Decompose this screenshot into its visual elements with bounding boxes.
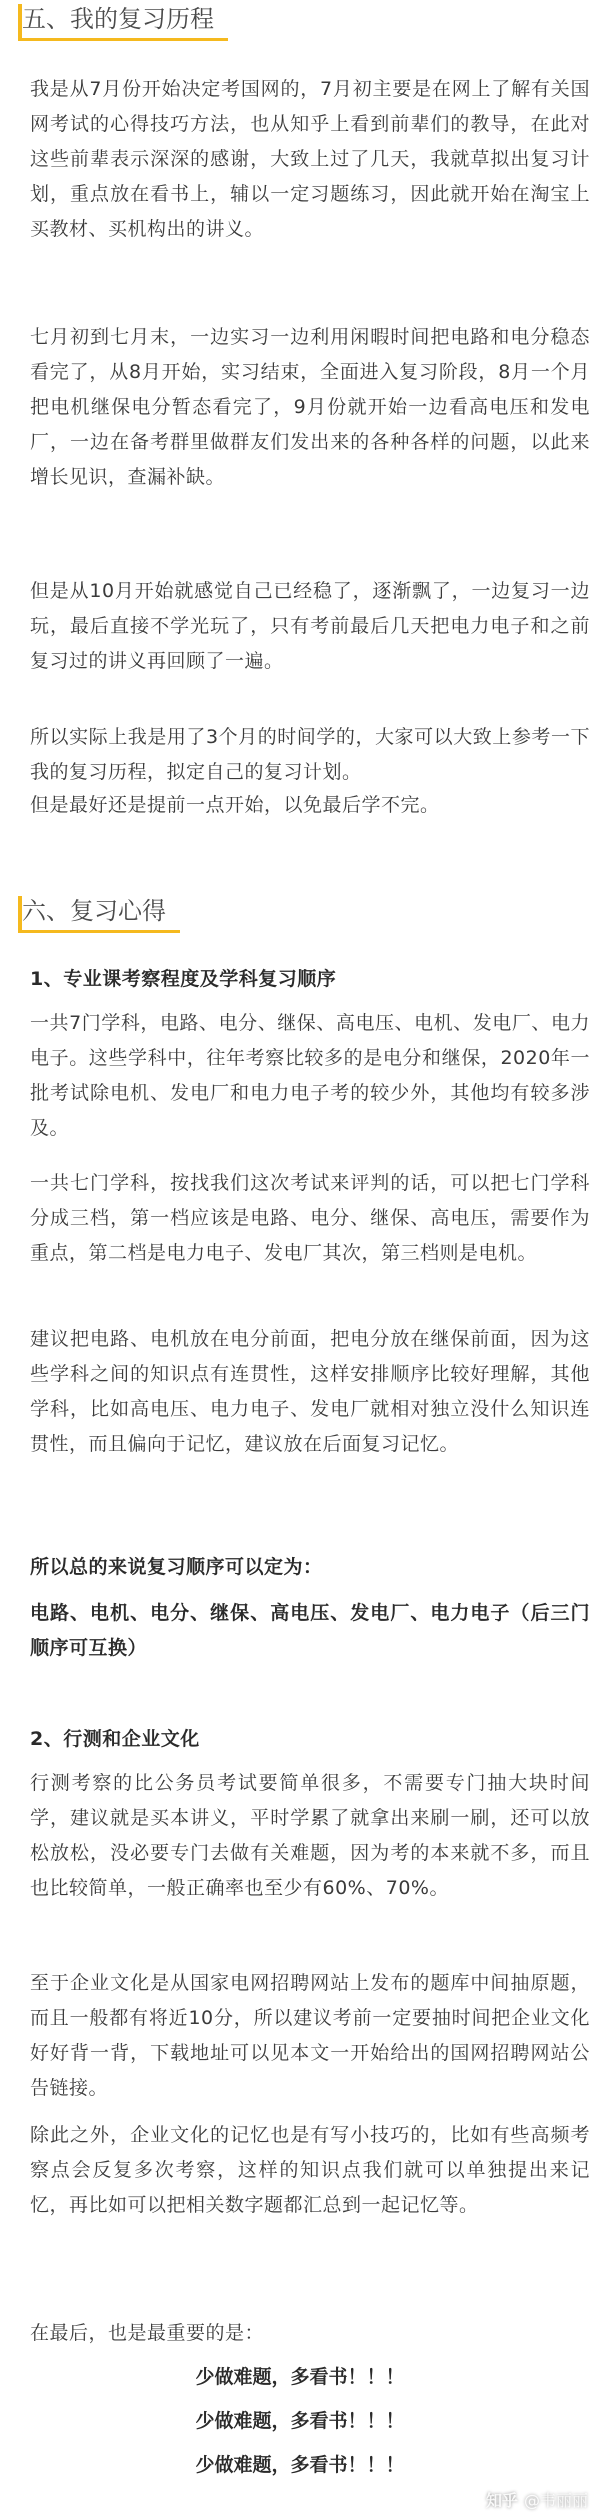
section-5-paragraph-3: 但是从10月开始就感觉自己已经稳了，逐渐飘了，一边复习一边玩，最后直接不学光玩了，只有考前最后几天把电力电子和之前复习过的讲义再回顾了一遍。 (30, 580, 590, 672)
section-6-subheading-1: 1、专业课考察程度及学科复习顺序 (30, 968, 337, 990)
zhihu-watermark (486, 2488, 588, 2511)
section-6-order-list: 电路、电机、电分、继保、高电压、发电厂、电力电子（后三门顺序可互换） (30, 1602, 590, 1659)
section-6-order-label: 所以总的来说复习顺序可以定为： (30, 1556, 323, 1578)
section-6-paragraph-2: 一共七门学科，按找我们这次考试来评判的话，可以把七门学科分成三档，第一档应该是电路、电分、继保、高电压，需要作为重点，第二档是电力电子、发电厂其次，第三档则是电机。 (30, 1172, 590, 1264)
section-6-closing-intro: 在最后，也是最重要的是： (30, 2322, 265, 2344)
section-6-paragraph-4: 行测考察的比公务员考试要简单很多，不需要专门抽大块时间学，建议就是买本讲义，平时学累了就拿出来刷一刷，还可以放松放松，没必要专门去做有关难题，因为考的本来就不多，而且也比较简单，一般正确率也至少有60%、70%。 (30, 1772, 590, 1899)
section-6-paragraph-1: 一共7门学科，电路、电分、继保、高电压、电机、发电厂、电力电子。这些学科中，往年考察比较多的是电分和继保，2020年一批考试除电机、发电厂和电力电子考的较少外，其他均有较多涉及。 (30, 1012, 590, 1139)
section-5-paragraph-1: 我是从7月份开始决定考国网的，7月初主要是在网上了解有关国网考试的心得技巧方法，也从知乎上看到前辈们的教导，在此对这些前辈表示深深的感谢，大致上过了几天，我就草拟出复习计划，重点放在看书上，辅以一定习题练习，因此就开始在淘宝上买教材、买机构出的讲义。 (30, 78, 590, 240)
section-6-subheading-2: 2、行测和企业文化 (30, 1728, 200, 1750)
section-6-paragraph-6: 除此之外，企业文化的记忆也是有写小技巧的，比如有些高频考察点会反复多次考察，这样的知识点我们就可以单独提出来记忆，再比如可以把相关数字题都汇总到一起记忆等。 (30, 2124, 590, 2216)
slogan-line-1: 少做难题，多看书！！！ (195, 2366, 405, 2388)
section-5-paragraph-2: 七月初到七月末，一边实习一边利用闲暇时间把电路和电分稳态看完了，从8月开始，实习结束，全面进入复习阶段，8月一个月把电机继保电分暂态看完了，9月份就开始一边看高电压和发电厂，一边在备考群里做群友们发出来的各种各样的问题，以此来增长见识，查漏补缺。 (30, 326, 590, 488)
slogan-line-2: 少做难题，多看书！！！ (195, 2410, 405, 2432)
zhihu-logo: 知乎 (485, 2491, 518, 2510)
section-5-heading: 五、我的复习历程 (18, 0, 228, 41)
section-5-paragraph-5: 但是最好还是提前一点开始，以免最后学不完。 (30, 794, 440, 816)
section-6-paragraph-3: 建议把电路、电机放在电分前面，把电分放在继保前面，因为这些学科之间的知识点有连贯性，这样安排顺序比较好理解，其他学科，比如高电压、电力电子、发电厂就相对独立没什么知识连贯性，而且偏向于记忆，建议放在后面复习记忆。 (30, 1328, 590, 1455)
section-6-heading: 六、复习心得 (18, 892, 180, 933)
section-6-paragraph-5: 至于企业文化是从国家电网招聘网站上发布的题库中间抽原题，而且一般都有将近10分，所以建议考前一定要抽时间把企业文化好好背一背，下载地址可以见本文一开始给出的国网招聘网站公告链接。 (30, 1972, 590, 2099)
slogan-line-3: 少做难题，多看书！！！ (195, 2454, 405, 2476)
watermark-author: @韦丽丽 (523, 2491, 588, 2510)
section-5-paragraph-4: 所以实际上我是用了3个月的时间学的，大家可以大致上参考一下我的复习历程，拟定自己的复习计划。 (30, 726, 590, 783)
